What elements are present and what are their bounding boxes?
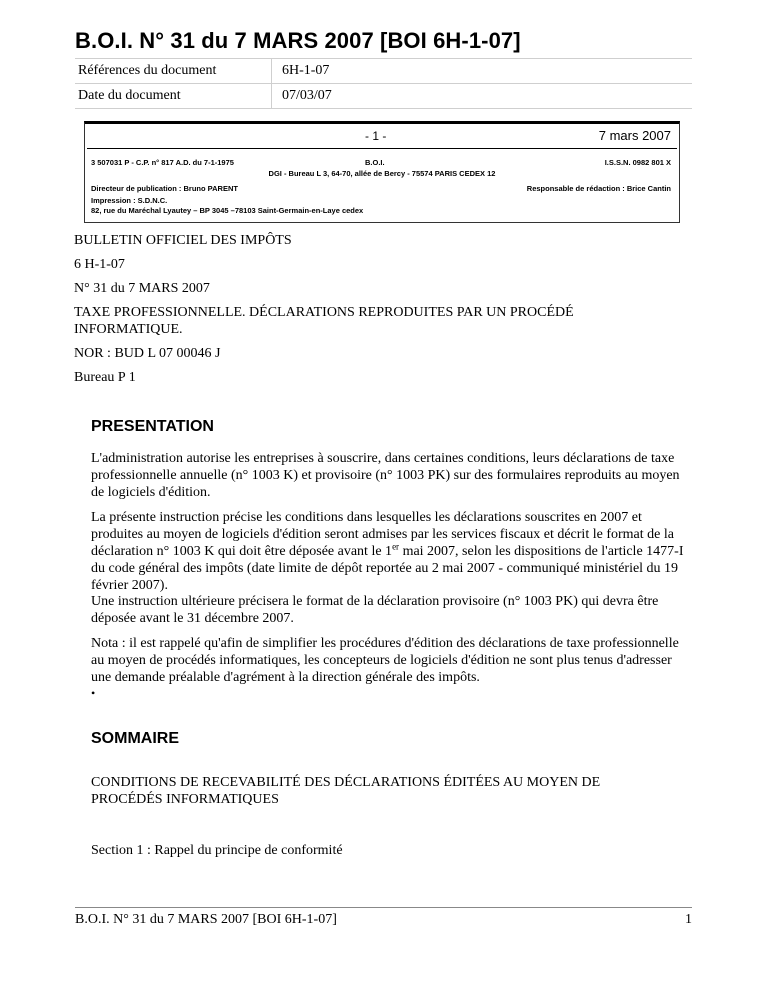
presentation-paragraph-4: Nota : il est rappelé qu'afin de simplifier les procédures d'édition des déclarations de taxe professionnelle au moyen de procédés informatiques, les concepteurs de logiciels d'édition ne sont plus tenus d'adresser une demande préalable d'agrément à la direction générale des impôts. [91, 636, 679, 685]
footer-divider [75, 907, 692, 908]
sommaire-conditions: CONDITIONS DE RECEVABILITÉ DES DÉCLARATIONS ÉDITÉES AU MOYEN DE PROCÉDÉS INFORMATIQUES [91, 775, 601, 807]
presentation-paragraph-2 [91, 509, 687, 594]
presentation-paragraph-1: L'administration autorise les entreprises à souscrire, dans certaines conditions, leurs déclarations de taxe professionnelle annuelle (n° 1003 K) et provisoire (n° 1003 PK) sur des formulaires reproduits au moyen de logiciels d'édition. [91, 451, 680, 500]
publication-boi: B.O.I. [365, 158, 385, 167]
document-title: B.O.I. N° 31 du 7 MARS 2007 [BOI 6H-1-07] [75, 28, 521, 53]
bulletin-code: 6 H-1-07 [74, 257, 125, 272]
table-row [75, 84, 692, 109]
dgi-address: DGI - Bureau L 3, 64-70, allée de Bercy - 75574 PARIS CEDEX 12 [268, 169, 496, 178]
header-divider [87, 148, 677, 149]
metadata-value-date: 07/03/07 [272, 84, 693, 109]
publication-header-box [84, 121, 680, 223]
paragraph-2-text: La présente instruction précise les conditions dans lesquelles les déclarations souscrites en 2007 et produites au moyen de logiciels d'édition seront admises par les services fiscaux et décrit le format de la déclaration n° 1003 K qui doit être déposée avant le 1 [91, 510, 674, 559]
bulletin-name: BULLETIN OFFICIEL DES IMPÔTS [74, 233, 292, 248]
bullet-icon: • [91, 686, 96, 700]
publication-editor: Responsable de rédaction : Brice Cantin [526, 184, 671, 193]
sommaire-heading: SOMMAIRE [91, 730, 179, 747]
footer-title: B.O.I. N° 31 du 7 MARS 2007 [BOI 6H-1-07] [75, 912, 337, 927]
presentation-heading: PRESENTATION [91, 418, 214, 435]
document-metadata-table [75, 58, 692, 109]
table-row [75, 59, 692, 84]
page-number: 1 [685, 912, 692, 927]
printing-info: Impression : S.D.N.C. [91, 196, 168, 205]
printing-address: 82, rue du Maréchal Lyautey – BP 3045 –78103 Saint-Germain-en-Laye cedex [91, 206, 364, 215]
bulletin-number: N° 31 du 7 MARS 2007 [74, 281, 210, 296]
publication-date: 7 mars 2007 [598, 128, 671, 143]
publication-director: Directeur de publication : Bruno PARENT [91, 184, 238, 193]
paragraph-2-text-continued: mai 2007, selon les dispositions de l'article 1477-I du code général des impôts (date limite de dépôt reportée au 2 mai 2007 - communiqué ministériel du 19 février 2007). [91, 544, 684, 593]
bulletin-subject: TAXE PROFESSIONNELLE. DÉCLARATIONS REPRODUITES PAR UN PROCÉDÉ INFORMATIQUE. [74, 305, 574, 337]
ordinal-superscript: er [392, 541, 400, 552]
bureau-reference: Bureau P 1 [74, 370, 136, 385]
metadata-label-date: Date du document [75, 84, 272, 109]
sommaire-section-1: Section 1 : Rappel du principe de conformité [91, 843, 343, 858]
presentation-paragraph-3: Une instruction ultérieure précisera le format de la déclaration provisoire (n° 1003 PK) qui devra être déposée avant le 31 décembre 2007. [91, 594, 659, 626]
publication-reference: 3 507031 P - C.P. n° 817 A.D. du 7-1-1975 [91, 158, 234, 167]
publication-issn: I.S.S.N. 0982 801 X [604, 158, 671, 167]
nor-reference: NOR : BUD L 07 00046 J [74, 346, 221, 361]
page-marker: - 1 - [365, 129, 387, 143]
metadata-value-references: 6H-1-07 [272, 59, 693, 84]
metadata-label-references: Références du document [75, 59, 272, 84]
